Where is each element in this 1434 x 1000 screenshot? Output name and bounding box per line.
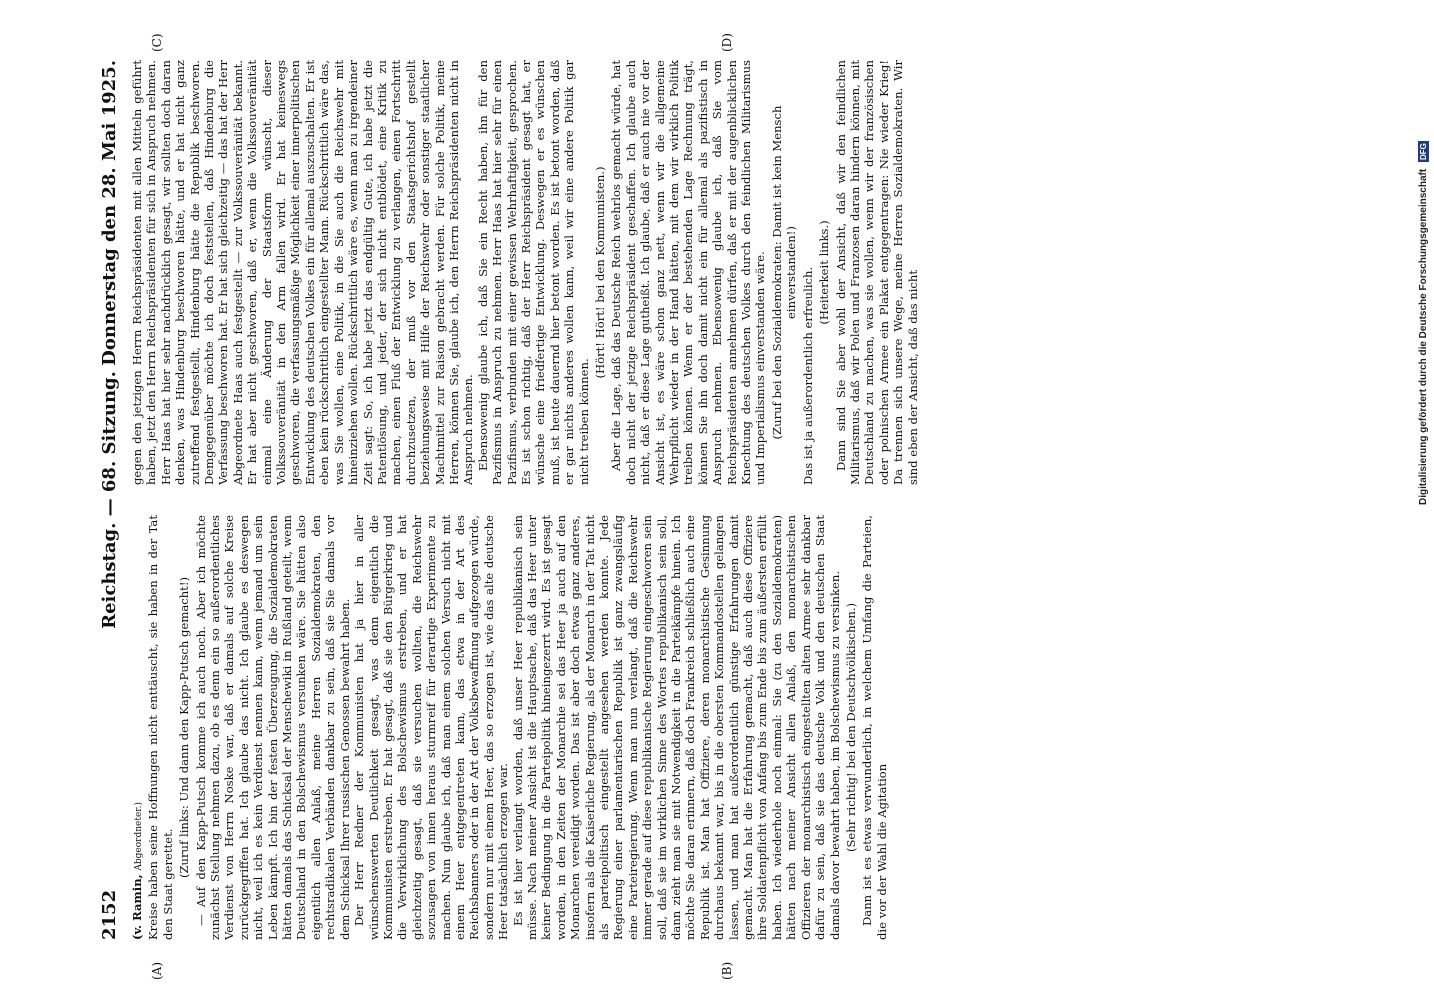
speaker-line xyxy=(130,515,146,940)
interjection: (Heiterkeit links.) xyxy=(817,220,832,325)
page-number: 2152 xyxy=(98,889,120,940)
interjection: (Zuruf links: Und dann den Kapp-Putsch gemacht!) xyxy=(177,576,192,879)
paragraph: Dann sind Sie aber wohl der Ansicht, daß wir den feindlichen Militarismus, daß wir Polen und Franzosen daran hindern können, mit Deutschland zu machen, was sie wollen, wenn wir der französischen oder polnischen Armee ein Plakat entgegentragen: Nie wieder Krieg! Da trennen sich unsere Wege, meine Herren Sozialdemokraten. Wir sind eben der Ansicht, daß das nicht xyxy=(833,60,920,485)
paragraph: Aber die Lage, daß das Deutsche Reich wehrlos gemacht würde, hat doch nicht der jetzige Reichspräsident geschaffen. Ich glaube auch nicht, daß er diese Lage gutheißt. Ich glaube, daß er auch nie vor der Ansicht ist, es wäre schon ganz nett, wenn wir die allgemeine Wehrpflicht wieder in der Hand hätten, mit dem wir wirklich Politik treiben können. Wenn er der bestehenden Lage Rechnung trägt, können Sie ihn doch damit nicht ein für allemal als pazifistisch in Anspruch nehmen. Ebensowenig glaube ich, daß Sie vom Reichspräsidenten annehmen dürfen, daß er mit der augenblicklichen Knechtung des deutschen Volkes durch den feindlichen Militarismus und Imperialismus einverstanden wäre. xyxy=(609,60,768,485)
speaker-role: Abgeordneter.) xyxy=(134,802,144,871)
dfg-watermark xyxy=(1418,141,1429,505)
session-title: Reichstag. — 68. Sitzung. xyxy=(98,371,120,629)
dfg-logo: DFG xyxy=(1419,143,1428,161)
paragraph: Kreise haben seine Hoffnungen nicht enttäuscht, sie haben in der Tat den Staat gerettet. xyxy=(146,515,175,940)
margin-marker-c: (C) xyxy=(150,33,164,52)
speaker-name: (v. Ramin, xyxy=(130,874,144,940)
margin-marker-a: (A) xyxy=(150,961,164,980)
session-date: Donnerstag den 28. Mai 1925. xyxy=(98,60,120,366)
text-columns xyxy=(130,60,1340,940)
left-column xyxy=(130,515,1340,940)
paragraph: gegen den jetzigen Herrn Reichspräsidenten mit allen Mitteln geführt haben, jetzt den Herrn Reichspräsidenten für sich in Anspruch nehmen. Herr Haas hat hier sehr nachdrücklich gesagt, wir sollten doch daran denken, was Hindenburg beschworen hätte, und er hat nicht ganz zutreffend festgestellt, Hindenburg hätte die Republik beschworen. Demgegenüber möchte ich doch feststellen, daß Hindenburg die Verfassung beschworen hat. Er hat sich gleichzeitig — das hat der Herr Abgeordnete Haas auch festgestellt — zur Volkssouveränität bekannt. Er hat aber nicht geschworen, daß er, wenn die Volkssouveränität einmal eine Änderung der Staatsform wünscht, dieser Volkssouveränität in den Arm fallen wird. Er hat keineswegs geschworen, die verfassungsmäßige Möglichkeit einer innerpolitischen Entwicklung des deutschen Volkes ein für allemal auszuschalten. Er ist eben kein rückschrittlich eingestellter Mann. Rückschrittlich wäre das, was Sie wollen, eine Politik, in die Sie auch die Reichswehr mit hineinziehen wollen. Rückschrittlich wäre es, wenn man zu irgendeiner Zeit sagt: So, ich habe jetzt das endgültig Gute, ich habe jetzt die Patentlösung, und jeder, der sich nicht entblödet, eine Kritik zu machen, einen Fluß der Entwicklung zu verlangen, einen Fortschritt durchzusetzen, der muß vor den Staatsgerichtshof gestellt beziehungsweise mit Hilfe der Reichswehr oder sonstiger staatlicher Machtmittel zur Raison gebracht werden. Für solche Politik, meine Herren, können Sie, glaube ich, den Herrn Reichspräsidenten nicht in Anspruch nehmen. xyxy=(130,60,476,485)
paragraph: Dann ist es etwas verwunderlich, in welchem Umfang die Parteien, die vor der Wahl die Agitation xyxy=(860,515,889,940)
paragraph: Das ist ja außerordentlich erfreulich. xyxy=(800,266,815,485)
interjection: (Sehr richtig! bei den Deutschvölkischen.) xyxy=(843,602,858,853)
margin-marker-b: (B) xyxy=(720,961,734,980)
paragraph: — Auf den Kapp-Putsch komme ich auch noch. Aber ich möchte zunächst Stellung nehmen dazu, ob es denn ein so außerordentliches Verdienst von Herrn Noske war, daß er damals auf solche Kreise zurückgegriffen hat. Ich glaube das nicht. Ich glaube es deswegen nicht, weil ich es kein Verdienst nennen kann, wenn jemand um sein Leben kämpft. Ich bin der festen Überzeugung, die Sozialdemokraten hätten damals das Schicksal der Menschewiki in Rußland geteilt, wenn Deutschland in den Bolschewismus versunken wäre. Sie hätten also eigentlich allen Anlaß, meine Herren Sozialdemokraten, den rechtsradikalen Verbänden dankbar zu sein, daß sie Sie damals vor dem Schicksal Ihrer russischen Genossen bewahrt haben. xyxy=(193,515,352,940)
watermark-text: Digitalisierung gefördert durch die Deutsche Forschungsgemeinschaft xyxy=(1418,168,1429,505)
paragraph: Ebensowenig glaube ich, daß Sie ein Recht haben, ihn für den Pazifismus in Anspruch zu nehmen. Herr Haas hat hier sehr für einen Pazifismus, verbunden mit einer gewissen Wehrhaftigkeit, gesprochen. Es ist schon richtig, daß der Herr Reichspräsident gesagt hat, er wünsche eine friedfertige Entwicklung. Deswegen er es wünschen muß, ist heute dauernd hier betont worden. Es ist betont worden, daß er gar nichts anderes wollen kann, weil wir eine andere Politik gar nicht treiben können. xyxy=(475,60,591,485)
interjection: (Zuruf bei den Sozialdemokraten: Damit ist kein Mensch einverstanden!) xyxy=(769,105,799,440)
paragraph: Der Herr Redner der Kommunisten hat ja hier in aller wünschenswerten Deutlichkeit gesagt, was denn eigentlich die Kommunisten erstreben. Er hat gesagt, daß sie den Bürgerkrieg und die Verwirklichung des Bolschewismus erstreben, und er hat gleichzeitig gesagt, daß sie versuchen wollten, die Reichswehr sozusagen von innen heraus sturmreif für derartige Experimente zu machen. Nun glaube ich, daß man einem solchen Versuch nicht mit einem Heer entgegentreten kann, das etwa in der Art des Reichsbanners oder in der Art der Volksbewaffnung aufgezogen würde, sondern nur mit einem Heer, das so erzogen ist, wie das alte deutsche Heer tatsächlich erzogen war. xyxy=(352,515,511,940)
page-header xyxy=(96,60,122,940)
interjection: (Hört! Hört! bei den Kommunisten.) xyxy=(593,166,607,379)
margin-marker-d: (D) xyxy=(720,33,734,52)
paragraph: Es ist hier verlangt worden, daß unser Heer republikanisch sein müsse. Nach meiner Ansicht ist die Hauptsache, daß das Heer unter keiner Bedingung in die Parteipolitik hineingezerrt wird. Es ist gesagt worden, in den Zeiten der Monarchie sei das Heer ja auch auf den Monarchen vereidigt worden. Das ist aber doch etwas ganz anderes, insofern als die Kaiserliche Regierung, als der Monarch in der Tat nicht als parteipolitisch eingestellt angesehen werden konnte. Jede Regierung einer parlamentarischen Republik ist ganz zwangsläufig eine Parteiregierung. Wenn man nun verlangt, daß die Reichswehr immer gerade auf diese republikanische Regierung eingeschworen sein soll, daß sie im wirklichen Sinne des Wortes republikanisch sein soll, dann zieht man sie mit Notwendigkeit in die Parteikämpfe hinein. Ich möchte Sie daran erinnern, daß doch Frankreich schließlich auch eine Republik ist. Man hat Offiziere, deren monarchistische Gesinnung durchaus bekannt war, bis in die obersten Kommandostellen gelangen lassen, und man hat außerordentlich günstige Erfahrungen damit gemacht. Man hat die Erfahrung gemacht, daß auch diese Offiziere ihre Soldatenpflicht von Anfang bis zum Ende bis zum äußersten erfüllt haben. Ich wiederhole noch einmal: Sie (zu den Sozialdemokraten) hätten nach meiner Ansicht allen Anlaß, den monarchistischen Offizieren der monarchistisch eingestellten alten Armee sehr dankbar dafür zu sein, daß sie das deutsche Volk und den deutschen Staat damals davor bewahrt haben, im Bolschewismus zu versinken. xyxy=(510,515,842,940)
right-column xyxy=(130,60,1340,485)
